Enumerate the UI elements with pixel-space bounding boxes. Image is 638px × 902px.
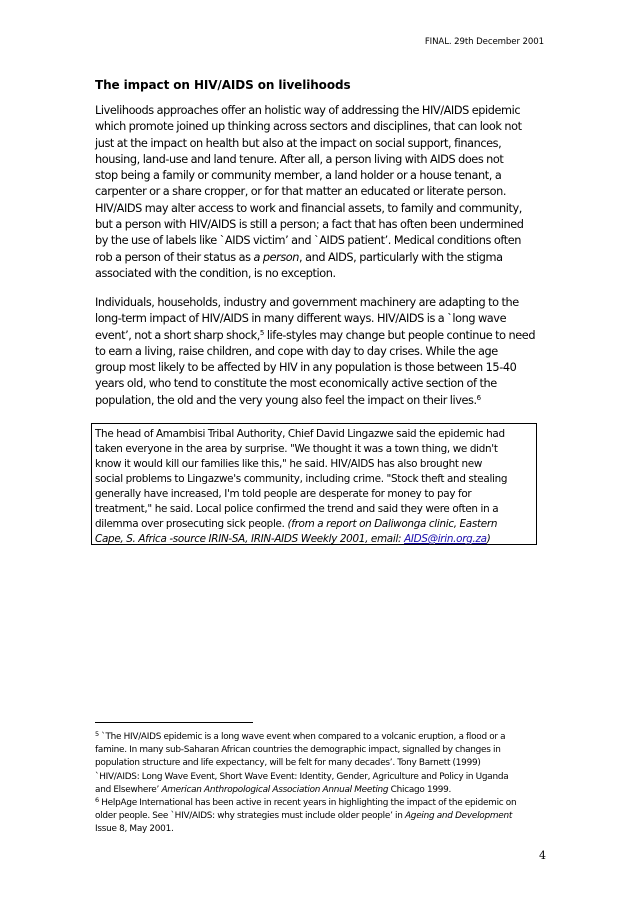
header-note: FINAL. 29th December 2001: [424, 37, 544, 47]
quote-line: know it would kill our families like this," he said. HIV/AIDS has also brought new: [95, 458, 483, 470]
text-run: event’, not a short sharp shock,: [95, 328, 260, 342]
footnote-ref-6[interactable]: 6: [476, 393, 481, 402]
paragraph-line: by the use of labels like `AIDS victim’ and `AIDS patient’. Medical conditions often: [95, 234, 521, 248]
paragraph-line: carpenter or a share cropper, or for that matter an educated or literate person.: [95, 185, 507, 199]
paragraph-adapting: [95, 295, 555, 409]
footnote-line: [95, 810, 555, 823]
footnote-line: `HIV/AIDS: Long Wave Event, Short Wave Event: Identity, Gender, Agriculture and Policy in Uganda: [95, 771, 509, 782]
text-run: older people. See `HIV/AIDS: why strategies must include older people’ in: [95, 811, 405, 822]
paragraph-line: [95, 328, 555, 344]
paragraph-line: housing, land-use and land tenure. After all, a person living with AIDS does not: [95, 152, 504, 166]
paragraph-line: long-term impact of HIV/AIDS in many different ways. HIV/AIDS is a `long wave: [95, 312, 507, 326]
paragraph-line: years old, who tend to constitute the most economically active section of the: [95, 377, 497, 391]
paragraph-line: but a person with HIV/AIDS is still a person; a fact that has often been undermined: [95, 218, 524, 232]
text-run: life-styles may change but people continue to need: [263, 328, 536, 342]
quote-line: The head of Amambisi Tribal Authority, Chief David Lingazwe said the epidemic had: [95, 428, 505, 440]
paragraph-line: Livelihoods approaches offer an holistic way of addressing the HIV/AIDS epidemic: [95, 104, 521, 117]
paragraph-line: [95, 250, 555, 266]
text-run: HelpAge International has been active in recent years in highlighting the impact of the epidemic on: [98, 798, 517, 809]
text-run: and Elsewhere’: [95, 784, 162, 795]
footnote-mark: 6: [95, 796, 99, 805]
page-number: 4: [539, 849, 546, 862]
source-citation: Cape, S. Africa -source IRIN-SA, IRIN-AIDS Weekly 2001, email:: [95, 533, 405, 545]
quote-line: generally have increased, I'm told people are desperate for money to pay for: [95, 488, 472, 500]
quote-line: social problems to Lingazwe's community, including crime. "Stock theft and stealing: [95, 473, 508, 485]
paragraph-livelihoods: [95, 103, 555, 282]
footnote-ref-5[interactable]: 5: [259, 328, 264, 337]
footnote-mark: 5: [95, 730, 99, 738]
quote-line: [95, 517, 532, 532]
footnote-line: [95, 784, 555, 797]
text-run: ): [486, 533, 491, 545]
footnote-line: famine. In many sub-Saharan African countries the demographic impact, signalled by changes in: [95, 745, 501, 756]
paragraph-line: associated with the condition, is no exception.: [95, 266, 336, 280]
source-citation: (from a report on Daliwonga clinic, Eastern: [287, 518, 498, 530]
paragraph-line: stop being a family or community member, a land holder or a house tenant, a: [95, 169, 502, 183]
footnote-5: [95, 731, 555, 744]
quote-box: [91, 423, 537, 545]
footnote-6: [95, 797, 555, 810]
emphasis-a-person: a person: [253, 250, 300, 264]
text-run: rob a person of their status as: [95, 250, 254, 264]
footnote-line: Issue 8, May 2001.: [95, 824, 174, 835]
paragraph-line: HIV/AIDS may alter access to work and financial assets, to family and community,: [95, 201, 522, 215]
paragraph-line: group most likely to be affected by HIV in any population is those between 15-40: [95, 361, 517, 375]
section-heading: The impact on HIV/AIDS on livelihoods: [95, 78, 351, 92]
text-run: population, the old and the very young also feel the impact on their lives.: [95, 393, 477, 407]
paragraph-line: Individuals, households, industry and government machinery are adapting to the: [95, 296, 519, 309]
email-link[interactable]: AIDS@irin.org.za: [404, 533, 487, 545]
paragraph-line: which promote joined up thinking across sectors and disciplines, that can look not: [95, 120, 522, 134]
footnote-line: population structure and life expectancy, will be felt for many decades’. Tony Barnett (1999): [95, 758, 481, 769]
footnote-separator: [95, 722, 253, 723]
quote-line: [95, 532, 532, 547]
text-run: Chicago 1999.: [388, 784, 452, 795]
footnotes: [95, 731, 555, 837]
citation-title: Ageing and Development: [404, 811, 513, 822]
citation-title: American Anthropological Association Annual Meeting: [161, 784, 389, 795]
paragraph-line: [95, 393, 555, 409]
paragraph-line: just at the impact on health but also at the impact on social support, finances,: [95, 136, 502, 150]
paragraph-line: to earn a living, raise children, and cope with day to day crises. While the age: [95, 344, 498, 358]
text-run: `The HIV/AIDS epidemic is a long wave event when compared to a volcanic eruption, a flood or a: [98, 732, 506, 742]
quote-line: treatment," he said. Local police confirmed the trend and said they were often in a: [95, 503, 499, 515]
text-run: dilemma over prosecuting sick people.: [95, 518, 288, 530]
text-run: , and AIDS, particularly with the stigma: [299, 250, 503, 264]
quote-line: taken everyone in the area by surprise. "We thought it was a town thing, we didn't: [95, 443, 498, 455]
